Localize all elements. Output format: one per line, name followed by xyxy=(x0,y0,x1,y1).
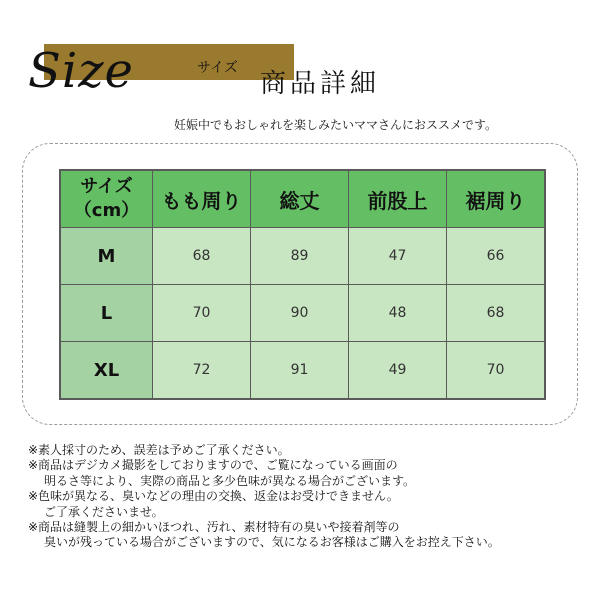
table-row xyxy=(60,342,545,400)
table-cell: 47 xyxy=(349,228,447,285)
note-item xyxy=(28,443,588,458)
size-script-title: Size xyxy=(28,43,134,99)
column-header: 総丈 xyxy=(251,170,349,228)
size-subtitle: サイズ xyxy=(197,60,238,76)
row-size-label: L xyxy=(60,285,153,342)
table-row xyxy=(60,285,545,342)
note-text-continued: 明るさ等により、実際の商品と多少色味が異なる場合がございます。 xyxy=(44,473,416,488)
table-cell: 48 xyxy=(349,285,447,342)
corner-unit: （cm） xyxy=(73,200,140,221)
table-cell: 70 xyxy=(153,285,251,342)
notes-section xyxy=(28,443,588,551)
table-cell: 89 xyxy=(251,228,349,285)
table-row xyxy=(60,228,545,285)
table-cell: 70 xyxy=(447,342,546,400)
table-cell: 72 xyxy=(153,342,251,400)
note-item xyxy=(28,458,588,489)
table-cell: 49 xyxy=(349,342,447,400)
column-header: もも周り xyxy=(153,170,251,228)
note-text: ※色味が異なる、臭いなどの理由の交換、返金はお受けできません。 xyxy=(28,489,399,504)
table-cell: 66 xyxy=(447,228,546,285)
note-text: ※商品はデジカメ撮影をしておりますので、ご覧になっている画面の xyxy=(28,458,398,473)
table-cell: 91 xyxy=(251,342,349,400)
note-text-continued: ご了承くださいませ。 xyxy=(44,504,164,519)
size-table xyxy=(59,169,546,400)
table-header-row xyxy=(60,170,545,228)
table-cell: 68 xyxy=(447,285,546,342)
note-item xyxy=(28,520,588,551)
note-item xyxy=(28,489,588,520)
note-text: ※商品は縫製上の細かいほつれ、汚れ、素材特有の臭いや接着剤等の xyxy=(28,520,400,535)
table-corner-header xyxy=(60,170,153,228)
table-cell: 68 xyxy=(153,228,251,285)
note-text: ※素人採寸のため、誤差は予めご了承ください。 xyxy=(28,443,290,457)
corner-label: サイズ xyxy=(80,176,133,197)
note-text-continued: 臭いが残っている場合がございますので、気になるお客様はご購入をお控え下さい。 xyxy=(44,535,500,550)
page-title: 商品詳細 xyxy=(260,69,381,99)
table-cell: 90 xyxy=(251,285,349,342)
row-size-label: M xyxy=(60,228,153,285)
tagline: 妊娠中でもおしゃれを楽しみたいママさんにおススメです。 xyxy=(174,118,498,132)
column-header: 前股上 xyxy=(349,170,447,228)
row-size-label: XL xyxy=(60,342,153,400)
column-header: 裾周り xyxy=(447,170,546,228)
